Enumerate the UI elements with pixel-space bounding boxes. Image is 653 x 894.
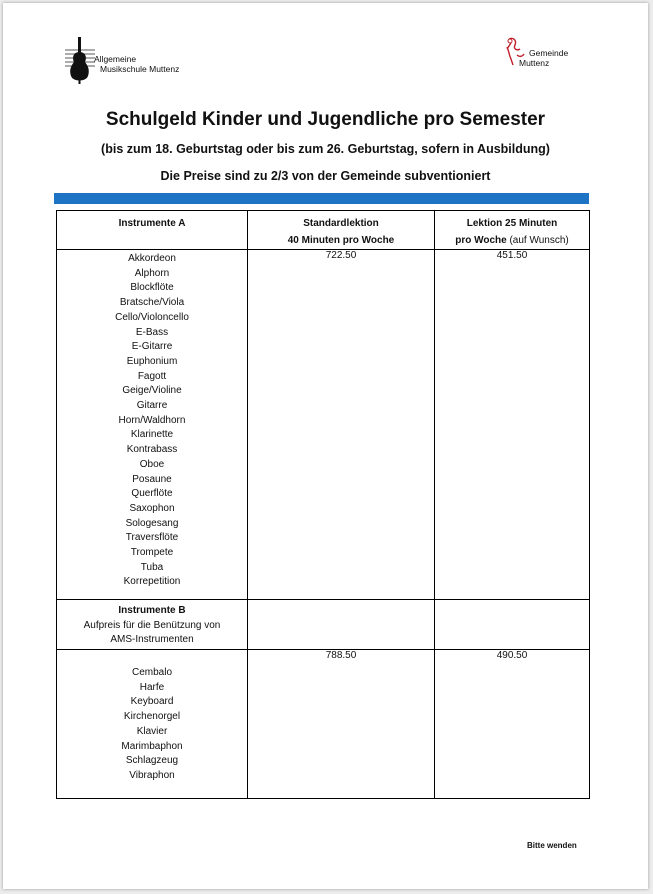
instrument-name: Bratsche/Viola <box>119 297 185 309</box>
right-logo-line2: Muttenz <box>519 58 550 68</box>
right-logo-line1: Gemeinde <box>529 48 569 58</box>
price-25-b: 490.50 <box>435 650 590 799</box>
instrument-name: Klarinette <box>130 429 174 441</box>
instrument-name: Keyboard <box>130 696 174 708</box>
instrument-name: E-Bass <box>135 326 169 338</box>
price-25-a: 451.50 <box>435 250 590 600</box>
instrument-name: Sologesang <box>125 517 179 529</box>
document-page <box>3 3 648 889</box>
col-header-25min: Lektion 25 Minuten pro Woche (auf Wunsch) <box>435 211 590 250</box>
price-standard-a: 722.50 <box>248 250 435 600</box>
price-standard-b: 788.50 <box>248 650 435 799</box>
table-row-group-b-header <box>57 600 590 650</box>
instrument-name: Tuba <box>140 561 164 573</box>
instrument-name: Kontrabass <box>126 444 178 456</box>
instrument-name: Posaune <box>132 473 172 485</box>
table-header-row <box>57 211 590 250</box>
instrument-name: Alphorn <box>134 267 170 279</box>
instrument-name: Fagott <box>137 370 167 382</box>
instrument-name: Saxophon <box>129 502 175 514</box>
instrument-name: Kirchenorgel <box>123 711 181 723</box>
instrument-name: Trompete <box>130 547 174 559</box>
instrument-name: Traversflöte <box>125 532 179 544</box>
instrument-name: Oboe <box>139 458 165 470</box>
double-bass-icon <box>63 36 97 84</box>
table-row-group-b <box>57 650 590 799</box>
blue-divider <box>54 193 589 204</box>
left-logo-line2: Musikschule Muttenz <box>100 64 180 74</box>
page-title: Schulgeld Kinder und Jugendliche pro Semester <box>105 109 546 130</box>
fee-table <box>56 210 590 799</box>
instruments-b-header: Instrumente B Aufpreis für die Benützung von AMS-Instrumenten <box>57 600 248 650</box>
table-row-group-a <box>57 250 590 600</box>
instrument-name: Horn/Waldhorn <box>118 414 186 426</box>
page-subtitle: (bis zum 18. Geburtstag oder bis zum 26. Geburtstag, sofern in Ausbildung) <box>101 142 550 156</box>
instrument-name: Klavier <box>136 725 168 737</box>
subsidy-note: Die Preise sind zu 2/3 von der Gemeinde subventioniert <box>160 169 491 183</box>
instrument-name: Gitarre <box>136 400 168 412</box>
instrument-name: E-Gitarre <box>131 341 173 353</box>
instrument-name: Euphonium <box>126 355 178 367</box>
footer-note: Bitte wenden <box>527 841 577 850</box>
municipality-logo <box>503 37 593 73</box>
instrument-name: Marimbaphon <box>121 740 183 752</box>
instruments-a-list <box>57 250 248 600</box>
instruments-b-list <box>57 650 248 799</box>
col-header-instruments-a: Instrumente A <box>57 211 248 250</box>
music-school-logo <box>63 36 213 84</box>
instrument-name: Schlagzeug <box>125 755 179 767</box>
instrument-name: Akkordeon <box>128 253 176 264</box>
instrument-name: Geige/Violine <box>122 385 182 397</box>
instrument-name: Harfe <box>139 681 165 693</box>
instrument-name: Korrepetition <box>123 576 181 588</box>
col-header-standard: Standardlektion 40 Minuten pro Woche <box>248 211 435 250</box>
instrument-name: Cello/Violoncello <box>115 311 189 323</box>
instrument-name: Querflöte <box>131 488 173 500</box>
left-logo-line1: Allgemeine <box>94 54 137 64</box>
instrument-name: Cembalo <box>131 667 173 678</box>
empty-cell <box>248 600 435 650</box>
empty-cell <box>435 600 590 650</box>
instrument-name: Vibraphon <box>129 769 175 781</box>
instrument-name: Blockflöte <box>130 282 174 294</box>
